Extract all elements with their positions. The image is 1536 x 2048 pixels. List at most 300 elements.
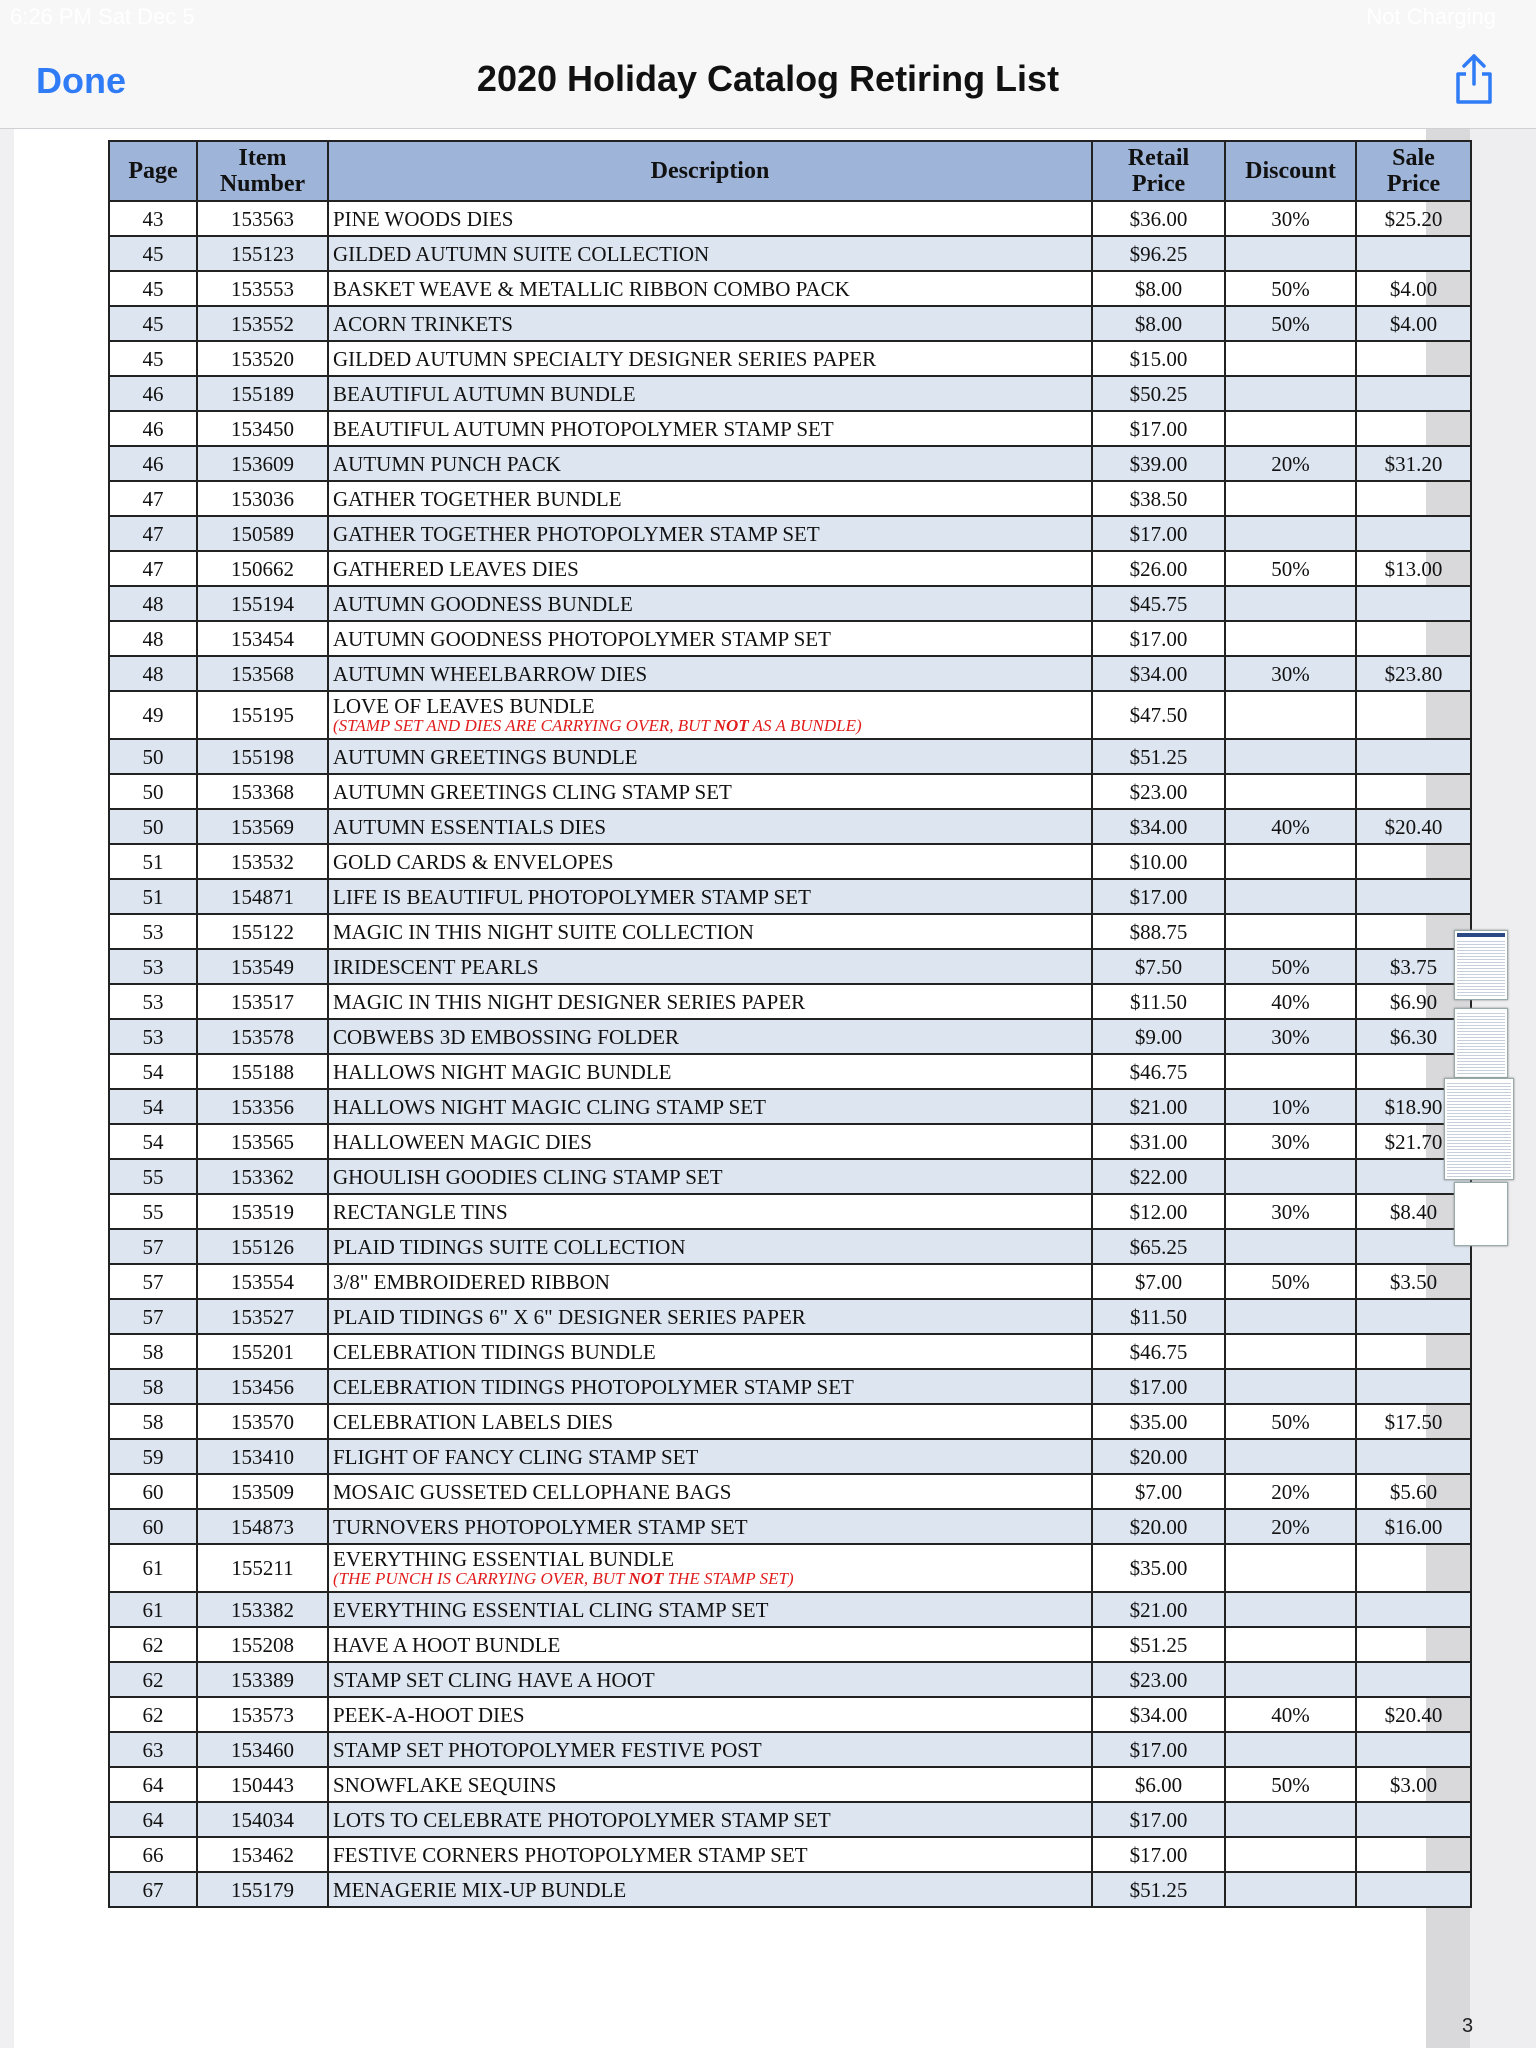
table-row bbox=[109, 984, 1471, 1019]
cell-description: STAMP SET CLING HAVE A HOOT bbox=[328, 1662, 1092, 1697]
cell-retail-price: $11.50 bbox=[1092, 1299, 1225, 1334]
cell-page: 50 bbox=[109, 774, 197, 809]
cell-discount bbox=[1225, 236, 1356, 271]
cell-description: HAVE A HOOT BUNDLE bbox=[328, 1627, 1092, 1662]
header-page: Page bbox=[109, 141, 197, 201]
cell-retail-price: $22.00 bbox=[1092, 1159, 1225, 1194]
cell-discount bbox=[1225, 516, 1356, 551]
cell-discount: 30% bbox=[1225, 656, 1356, 691]
cell-page: 58 bbox=[109, 1404, 197, 1439]
cell-description: 3/8" EMBROIDERED RIBBON bbox=[328, 1264, 1092, 1299]
cell-retail-price: $10.00 bbox=[1092, 844, 1225, 879]
cell-item-number: 154871 bbox=[197, 879, 328, 914]
page-thumbnails[interactable] bbox=[1452, 930, 1512, 1246]
cell-discount bbox=[1225, 739, 1356, 774]
cell-page: 48 bbox=[109, 586, 197, 621]
cell-retail-price: $65.25 bbox=[1092, 1229, 1225, 1264]
cell-page: 57 bbox=[109, 1299, 197, 1334]
table-row bbox=[109, 1124, 1471, 1159]
header-item-line1: Item bbox=[238, 145, 287, 171]
table-row bbox=[109, 1194, 1471, 1229]
cell-item-number: 153460 bbox=[197, 1732, 328, 1767]
status-time: 6:26 PM Sat Dec 5 bbox=[10, 4, 195, 29]
cell-sale-price bbox=[1356, 1872, 1471, 1907]
cell-item-number: 153382 bbox=[197, 1592, 328, 1627]
cell-item-number: 153520 bbox=[197, 341, 328, 376]
cell-discount: 20% bbox=[1225, 446, 1356, 481]
cell-item-number: 155189 bbox=[197, 376, 328, 411]
cell-sale-price: $20.40 bbox=[1356, 809, 1471, 844]
cell-description: MENAGERIE MIX-UP BUNDLE bbox=[328, 1872, 1092, 1907]
page-thumbnail-4[interactable] bbox=[1454, 1182, 1508, 1246]
cell-sale-price bbox=[1356, 1544, 1471, 1592]
note-text-pre: (THE PUNCH IS CARRYING OVER, BUT bbox=[333, 1569, 629, 1588]
cell-retail-price: $34.00 bbox=[1092, 656, 1225, 691]
cell-page: 50 bbox=[109, 739, 197, 774]
table-row bbox=[109, 844, 1471, 879]
header-retail-line1: Retail bbox=[1127, 145, 1190, 171]
cell-retail-price: $8.00 bbox=[1092, 271, 1225, 306]
cell-page: 51 bbox=[109, 844, 197, 879]
cell-page: 53 bbox=[109, 1019, 197, 1054]
cell-page: 47 bbox=[109, 516, 197, 551]
cell-discount: 30% bbox=[1225, 1124, 1356, 1159]
table-row bbox=[109, 376, 1471, 411]
cell-sale-price: $25.20 bbox=[1356, 201, 1471, 236]
cell-page: 50 bbox=[109, 809, 197, 844]
description-text: LOVE OF LEAVES BUNDLE bbox=[333, 694, 595, 718]
cell-description: GOLD CARDS & ENVELOPES bbox=[328, 844, 1092, 879]
cell-description: TURNOVERS PHOTOPOLYMER STAMP SET bbox=[328, 1509, 1092, 1544]
cell-sale-price bbox=[1356, 341, 1471, 376]
done-button[interactable]: Done bbox=[36, 60, 126, 101]
cell-page: 57 bbox=[109, 1264, 197, 1299]
share-icon[interactable] bbox=[1452, 52, 1496, 106]
cell-item-number: 153565 bbox=[197, 1124, 328, 1159]
cell-item-number: 153389 bbox=[197, 1662, 328, 1697]
cell-retail-price: $96.25 bbox=[1092, 236, 1225, 271]
cell-discount bbox=[1225, 376, 1356, 411]
cell-discount bbox=[1225, 879, 1356, 914]
cell-item-number: 153368 bbox=[197, 774, 328, 809]
cell-item-number: 153569 bbox=[197, 809, 328, 844]
cell-discount bbox=[1225, 1592, 1356, 1627]
cell-page: 61 bbox=[109, 1592, 197, 1627]
cell-retail-price: $21.00 bbox=[1092, 1089, 1225, 1124]
cell-item-number: 153573 bbox=[197, 1697, 328, 1732]
table-row bbox=[109, 621, 1471, 656]
cell-retail-price: $11.50 bbox=[1092, 984, 1225, 1019]
cell-sale-price bbox=[1356, 516, 1471, 551]
header-sale-line2: Price bbox=[1386, 171, 1441, 197]
cell-sale-price: $3.75 bbox=[1356, 949, 1471, 984]
cell-retail-price: $7.50 bbox=[1092, 949, 1225, 984]
cell-page: 60 bbox=[109, 1474, 197, 1509]
cell-sale-price bbox=[1356, 1627, 1471, 1662]
cell-page: 53 bbox=[109, 914, 197, 949]
cell-description: CELEBRATION TIDINGS BUNDLE bbox=[328, 1334, 1092, 1369]
cell-sale-price: $3.00 bbox=[1356, 1767, 1471, 1802]
table-body bbox=[109, 201, 1471, 1907]
cell-retail-price: $7.00 bbox=[1092, 1474, 1225, 1509]
cell-sale-price: $5.60 bbox=[1356, 1474, 1471, 1509]
cell-description: PLAID TIDINGS SUITE COLLECTION bbox=[328, 1229, 1092, 1264]
cell-sale-price: $8.40 bbox=[1356, 1194, 1471, 1229]
cell-description: GHOULISH GOODIES CLING STAMP SET bbox=[328, 1159, 1092, 1194]
page-thumbnail-1[interactable] bbox=[1454, 930, 1508, 1000]
page-number: 3 bbox=[1462, 2015, 1474, 2037]
table-row bbox=[109, 1872, 1471, 1907]
navigation-bar bbox=[0, 36, 1536, 129]
header-description: Description bbox=[328, 141, 1092, 201]
table-row bbox=[109, 1837, 1471, 1872]
cell-description: GILDED AUTUMN SPECIALTY DESIGNER SERIES PAPER bbox=[328, 341, 1092, 376]
table-row bbox=[109, 1802, 1471, 1837]
cell-retail-price: $7.00 bbox=[1092, 1264, 1225, 1299]
cell-item-number: 155188 bbox=[197, 1054, 328, 1089]
cell-description: AUTUMN GREETINGS BUNDLE bbox=[328, 739, 1092, 774]
cell-sale-price: $18.90 bbox=[1356, 1089, 1471, 1124]
table-row bbox=[109, 1054, 1471, 1089]
cell-sale-price bbox=[1356, 774, 1471, 809]
cell-retail-price: $46.75 bbox=[1092, 1054, 1225, 1089]
cell-sale-price: $23.80 bbox=[1356, 656, 1471, 691]
cell-page: 48 bbox=[109, 621, 197, 656]
cell-sale-price bbox=[1356, 879, 1471, 914]
cell-sale-price: $6.30 bbox=[1356, 1019, 1471, 1054]
status-battery-text: Not Charging bbox=[1366, 4, 1496, 29]
table-row bbox=[109, 1089, 1471, 1124]
cell-discount: 50% bbox=[1225, 271, 1356, 306]
cell-retail-price: $51.25 bbox=[1092, 1872, 1225, 1907]
cell-item-number: 153462 bbox=[197, 1837, 328, 1872]
cell-description: IRIDESCENT PEARLS bbox=[328, 949, 1092, 984]
cell-page: 45 bbox=[109, 271, 197, 306]
cell-item-number: 153527 bbox=[197, 1299, 328, 1334]
cell-retail-price: $35.00 bbox=[1092, 1544, 1225, 1592]
cell-description: PLAID TIDINGS 6" X 6" DESIGNER SERIES PAPER bbox=[328, 1299, 1092, 1334]
cell-item-number: 155198 bbox=[197, 739, 328, 774]
cell-description: MOSAIC GUSSETED CELLOPHANE BAGS bbox=[328, 1474, 1092, 1509]
description-text: EVERYTHING ESSENTIAL BUNDLE bbox=[333, 1547, 675, 1571]
cell-description: CELEBRATION LABELS DIES bbox=[328, 1404, 1092, 1439]
note-text-bold: NOT bbox=[713, 716, 749, 735]
cell-discount bbox=[1225, 411, 1356, 446]
cell-item-number: 153509 bbox=[197, 1474, 328, 1509]
cell-item-number: 153519 bbox=[197, 1194, 328, 1229]
cell-item-number: 153570 bbox=[197, 1404, 328, 1439]
cell-page: 47 bbox=[109, 481, 197, 516]
table-row bbox=[109, 1229, 1471, 1264]
cell-item-number: 150662 bbox=[197, 551, 328, 586]
cell-discount: 50% bbox=[1225, 949, 1356, 984]
table-row bbox=[109, 1662, 1471, 1697]
cell-discount: 20% bbox=[1225, 1474, 1356, 1509]
cell-retail-price: $17.00 bbox=[1092, 1732, 1225, 1767]
cell-page: 45 bbox=[109, 341, 197, 376]
table-row bbox=[109, 1369, 1471, 1404]
cell-item-number: 153563 bbox=[197, 201, 328, 236]
cell-item-number: 153609 bbox=[197, 446, 328, 481]
cell-description: AUTUMN WHEELBARROW DIES bbox=[328, 656, 1092, 691]
cell-page: 58 bbox=[109, 1369, 197, 1404]
cell-discount bbox=[1225, 1544, 1356, 1592]
cell-discount bbox=[1225, 621, 1356, 656]
cell-sale-price bbox=[1356, 1369, 1471, 1404]
cell-description: GATHER TOGETHER BUNDLE bbox=[328, 481, 1092, 516]
cell-discount bbox=[1225, 844, 1356, 879]
table-row bbox=[109, 691, 1471, 739]
cell-sale-price: $6.90 bbox=[1356, 984, 1471, 1019]
page-thumbnail-2[interactable] bbox=[1454, 1008, 1508, 1078]
cell-page: 55 bbox=[109, 1159, 197, 1194]
table-header-row bbox=[109, 141, 1471, 201]
cell-retail-price: $23.00 bbox=[1092, 774, 1225, 809]
cell-item-number: 153517 bbox=[197, 984, 328, 1019]
cell-sale-price bbox=[1356, 236, 1471, 271]
note-text-post: AS A BUNDLE) bbox=[748, 716, 862, 735]
cell-sale-price: $16.00 bbox=[1356, 1509, 1471, 1544]
cell-item-number: 154034 bbox=[197, 1802, 328, 1837]
cell-item-number: 155195 bbox=[197, 691, 328, 739]
cell-item-number: 150443 bbox=[197, 1767, 328, 1802]
cell-discount: 40% bbox=[1225, 809, 1356, 844]
table-row bbox=[109, 516, 1471, 551]
cell-item-number: 155201 bbox=[197, 1334, 328, 1369]
table-row bbox=[109, 586, 1471, 621]
table-row bbox=[109, 1592, 1471, 1627]
cell-item-number: 153362 bbox=[197, 1159, 328, 1194]
cell-description: AUTUMN GOODNESS PHOTOPOLYMER STAMP SET bbox=[328, 621, 1092, 656]
cell-retail-price: $20.00 bbox=[1092, 1509, 1225, 1544]
cell-retail-price: $35.00 bbox=[1092, 1404, 1225, 1439]
table-row bbox=[109, 1264, 1471, 1299]
cell-sale-price bbox=[1356, 1732, 1471, 1767]
cell-description: LOTS TO CELEBRATE PHOTOPOLYMER STAMP SET bbox=[328, 1802, 1092, 1837]
cell-description: ACORN TRINKETS bbox=[328, 306, 1092, 341]
cell-retail-price: $17.00 bbox=[1092, 1369, 1225, 1404]
cell-description: CELEBRATION TIDINGS PHOTOPOLYMER STAMP SET bbox=[328, 1369, 1092, 1404]
cell-page: 54 bbox=[109, 1124, 197, 1159]
cell-description: FLIGHT OF FANCY CLING STAMP SET bbox=[328, 1439, 1092, 1474]
table-row bbox=[109, 271, 1471, 306]
cell-description bbox=[328, 691, 1092, 739]
note-text-pre: (STAMP SET AND DIES ARE CARRYING OVER, BUT bbox=[333, 716, 714, 735]
cell-sale-price bbox=[1356, 1662, 1471, 1697]
cell-page: 60 bbox=[109, 1509, 197, 1544]
cell-sale-price bbox=[1356, 586, 1471, 621]
cell-item-number: 154873 bbox=[197, 1509, 328, 1544]
header-sale-price bbox=[1356, 141, 1471, 201]
cell-item-number: 155122 bbox=[197, 914, 328, 949]
cell-description bbox=[328, 1544, 1092, 1592]
table-row bbox=[109, 1439, 1471, 1474]
note-text-bold: NOT bbox=[628, 1569, 664, 1588]
cell-description: BEAUTIFUL AUTUMN BUNDLE bbox=[328, 376, 1092, 411]
cell-page: 58 bbox=[109, 1334, 197, 1369]
cell-retail-price: $6.00 bbox=[1092, 1767, 1225, 1802]
cell-description: BEAUTIFUL AUTUMN PHOTOPOLYMER STAMP SET bbox=[328, 411, 1092, 446]
cell-sale-price: $3.50 bbox=[1356, 1264, 1471, 1299]
cell-page: 54 bbox=[109, 1089, 197, 1124]
cell-sale-price: $4.00 bbox=[1356, 271, 1471, 306]
table-row bbox=[109, 1544, 1471, 1592]
cell-item-number: 153036 bbox=[197, 481, 328, 516]
cell-discount: 50% bbox=[1225, 551, 1356, 586]
cell-item-number: 153410 bbox=[197, 1439, 328, 1474]
cell-item-number: 155211 bbox=[197, 1544, 328, 1592]
cell-description: BASKET WEAVE & METALLIC RIBBON COMBO PACK bbox=[328, 271, 1092, 306]
header-discount: Discount bbox=[1225, 141, 1356, 201]
cell-page: 54 bbox=[109, 1054, 197, 1089]
cell-page: 46 bbox=[109, 376, 197, 411]
cell-description: PEEK-A-HOOT DIES bbox=[328, 1697, 1092, 1732]
cell-sale-price: $13.00 bbox=[1356, 551, 1471, 586]
cell-description: COBWEBS 3D EMBOSSING FOLDER bbox=[328, 1019, 1092, 1054]
cell-description: GATHER TOGETHER PHOTOPOLYMER STAMP SET bbox=[328, 516, 1092, 551]
cell-page: 62 bbox=[109, 1697, 197, 1732]
table-row bbox=[109, 949, 1471, 984]
cell-page: 46 bbox=[109, 446, 197, 481]
header-sale-line1: Sale bbox=[1392, 145, 1435, 171]
cell-discount: 10% bbox=[1225, 1089, 1356, 1124]
cell-discount bbox=[1225, 1662, 1356, 1697]
cell-description: AUTUMN GREETINGS CLING STAMP SET bbox=[328, 774, 1092, 809]
table-row bbox=[109, 236, 1471, 271]
cell-item-number: 153552 bbox=[197, 306, 328, 341]
cell-description: HALLOWEEN MAGIC DIES bbox=[328, 1124, 1092, 1159]
cell-page: 45 bbox=[109, 306, 197, 341]
cell-item-number: 153553 bbox=[197, 271, 328, 306]
cell-page: 53 bbox=[109, 949, 197, 984]
table-row bbox=[109, 656, 1471, 691]
cell-retail-price: $39.00 bbox=[1092, 446, 1225, 481]
cell-discount: 50% bbox=[1225, 306, 1356, 341]
cell-page: 46 bbox=[109, 411, 197, 446]
table-row bbox=[109, 201, 1471, 236]
cell-sale-price bbox=[1356, 621, 1471, 656]
cell-discount bbox=[1225, 914, 1356, 949]
table-row bbox=[109, 551, 1471, 586]
cell-retail-price: $38.50 bbox=[1092, 481, 1225, 516]
table-row bbox=[109, 1474, 1471, 1509]
table-row bbox=[109, 1732, 1471, 1767]
cell-retail-price: $36.00 bbox=[1092, 201, 1225, 236]
cell-item-number: 153454 bbox=[197, 621, 328, 656]
cell-page: 66 bbox=[109, 1837, 197, 1872]
carryover-note bbox=[333, 1570, 1087, 1588]
cell-item-number: 153456 bbox=[197, 1369, 328, 1404]
cell-discount bbox=[1225, 1334, 1356, 1369]
header-retail-price bbox=[1092, 141, 1225, 201]
page-thumbnail-3[interactable] bbox=[1444, 1078, 1514, 1180]
cell-retail-price: $21.00 bbox=[1092, 1592, 1225, 1627]
cell-page: 43 bbox=[109, 201, 197, 236]
cell-item-number: 150589 bbox=[197, 516, 328, 551]
cell-description: SNOWFLAKE SEQUINS bbox=[328, 1767, 1092, 1802]
header-item-number bbox=[197, 141, 328, 201]
cell-retail-price: $8.00 bbox=[1092, 306, 1225, 341]
cell-description: GATHERED LEAVES DIES bbox=[328, 551, 1092, 586]
cell-sale-price: $21.70 bbox=[1356, 1124, 1471, 1159]
cell-discount bbox=[1225, 1439, 1356, 1474]
table-row bbox=[109, 1404, 1471, 1439]
cell-page: 49 bbox=[109, 691, 197, 739]
cell-discount bbox=[1225, 1872, 1356, 1907]
table-row bbox=[109, 1299, 1471, 1334]
cell-description: HALLOWS NIGHT MAGIC BUNDLE bbox=[328, 1054, 1092, 1089]
cell-sale-price bbox=[1356, 691, 1471, 739]
cell-discount: 30% bbox=[1225, 1019, 1356, 1054]
cell-page: 45 bbox=[109, 236, 197, 271]
cell-sale-price bbox=[1356, 1439, 1471, 1474]
cell-item-number: 153549 bbox=[197, 949, 328, 984]
cell-retail-price: $9.00 bbox=[1092, 1019, 1225, 1054]
cell-description: LIFE IS BEAUTIFUL PHOTOPOLYMER STAMP SET bbox=[328, 879, 1092, 914]
cell-item-number: 155194 bbox=[197, 586, 328, 621]
cell-item-number: 153532 bbox=[197, 844, 328, 879]
cell-retail-price: $51.25 bbox=[1092, 1627, 1225, 1662]
cell-item-number: 153568 bbox=[197, 656, 328, 691]
cell-discount bbox=[1225, 1732, 1356, 1767]
cell-description: STAMP SET PHOTOPOLYMER FESTIVE POST bbox=[328, 1732, 1092, 1767]
cell-sale-price bbox=[1356, 1334, 1471, 1369]
table-row bbox=[109, 411, 1471, 446]
cell-item-number: 153578 bbox=[197, 1019, 328, 1054]
cell-discount: 30% bbox=[1225, 1194, 1356, 1229]
retiring-list-table bbox=[108, 140, 1472, 1908]
cell-discount bbox=[1225, 586, 1356, 621]
cell-sale-price bbox=[1356, 1299, 1471, 1334]
cell-sale-price: $20.40 bbox=[1356, 1697, 1471, 1732]
cell-retail-price: $46.75 bbox=[1092, 1334, 1225, 1369]
cell-discount: 50% bbox=[1225, 1264, 1356, 1299]
cell-page: 61 bbox=[109, 1544, 197, 1592]
table-row bbox=[109, 446, 1471, 481]
cell-retail-price: $17.00 bbox=[1092, 1837, 1225, 1872]
cell-discount: 20% bbox=[1225, 1509, 1356, 1544]
cell-description: FESTIVE CORNERS PHOTOPOLYMER STAMP SET bbox=[328, 1837, 1092, 1872]
cell-discount: 40% bbox=[1225, 1697, 1356, 1732]
cell-sale-price bbox=[1356, 1592, 1471, 1627]
cell-page: 62 bbox=[109, 1662, 197, 1697]
cell-page: 48 bbox=[109, 656, 197, 691]
cell-discount bbox=[1225, 691, 1356, 739]
table-row bbox=[109, 1019, 1471, 1054]
cell-discount bbox=[1225, 1054, 1356, 1089]
cell-retail-price: $50.25 bbox=[1092, 376, 1225, 411]
cell-page: 51 bbox=[109, 879, 197, 914]
cell-sale-price: $4.00 bbox=[1356, 306, 1471, 341]
table-row bbox=[109, 739, 1471, 774]
cell-retail-price: $88.75 bbox=[1092, 914, 1225, 949]
cell-discount bbox=[1225, 1229, 1356, 1264]
cell-page: 47 bbox=[109, 551, 197, 586]
table-row bbox=[109, 774, 1471, 809]
table-row bbox=[109, 1767, 1471, 1802]
cell-retail-price: $20.00 bbox=[1092, 1439, 1225, 1474]
header-retail-line2: Price bbox=[1131, 171, 1186, 197]
cell-sale-price bbox=[1356, 739, 1471, 774]
cell-item-number: 155123 bbox=[197, 236, 328, 271]
cell-sale-price bbox=[1356, 376, 1471, 411]
cell-sale-price bbox=[1356, 411, 1471, 446]
cell-retail-price: $47.50 bbox=[1092, 691, 1225, 739]
cell-description: PINE WOODS DIES bbox=[328, 201, 1092, 236]
cell-retail-price: $17.00 bbox=[1092, 621, 1225, 656]
cell-retail-price: $17.00 bbox=[1092, 1802, 1225, 1837]
cell-retail-price: $17.00 bbox=[1092, 411, 1225, 446]
